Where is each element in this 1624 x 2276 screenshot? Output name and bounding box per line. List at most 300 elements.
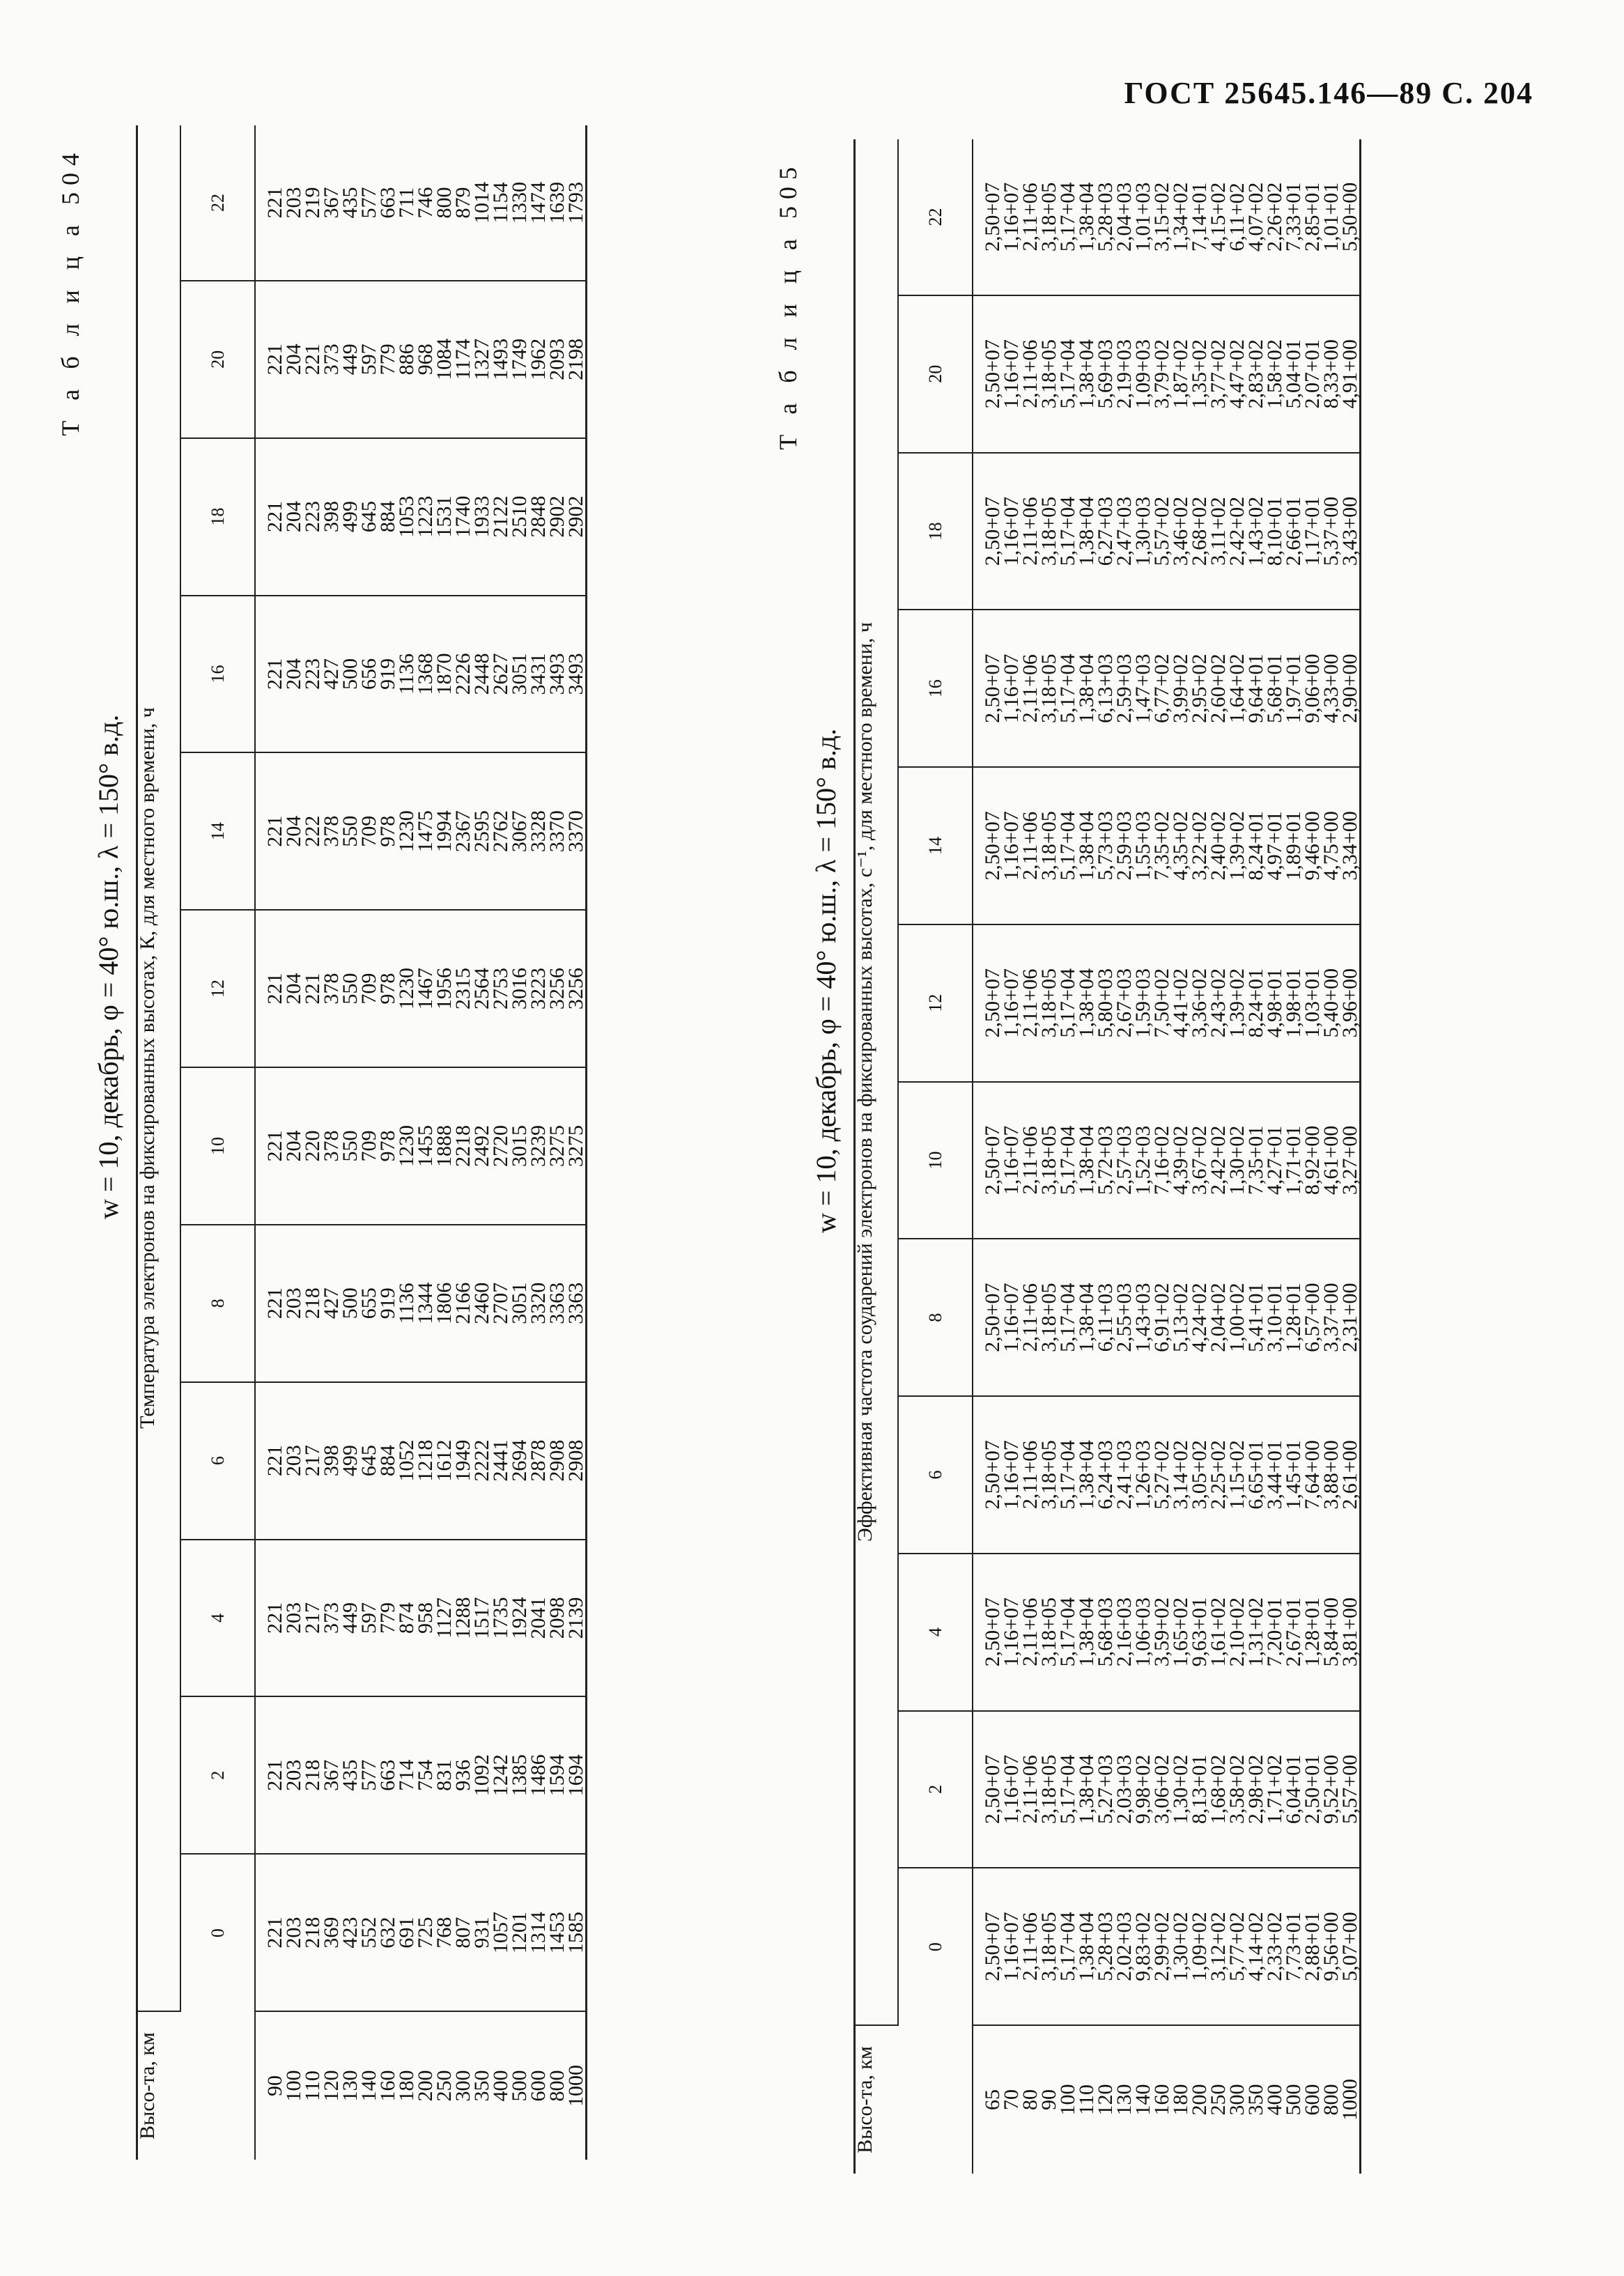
table-cell: 2564 bbox=[470, 968, 493, 1010]
table-cell: 1,16+07 bbox=[1000, 1912, 1023, 1981]
table-cell: 4,47+02 bbox=[1225, 339, 1248, 409]
table-cell: 1,39+02 bbox=[1225, 968, 1248, 1038]
table-cell: 3,22+02 bbox=[1188, 811, 1211, 881]
table-cell: 2,11+06 bbox=[1019, 339, 1042, 408]
table-cell: 3015 bbox=[508, 1124, 531, 1167]
table-cell: 2,11+06 bbox=[1019, 497, 1042, 566]
table-cell: 367 bbox=[320, 1759, 343, 1791]
table-cell: 5,50+00 bbox=[1338, 182, 1361, 252]
height-value: 140 bbox=[1131, 2084, 1154, 2116]
table-cell: 3275 bbox=[564, 1124, 587, 1167]
table-cell: 1531 bbox=[433, 495, 456, 538]
table-505-title: w = 10, декабрь, φ = 40° ю.ш., λ = 150° в.д. bbox=[810, 728, 842, 1233]
table-cell: 2,50+01 bbox=[1301, 1754, 1324, 1825]
table-cell: 7,16+02 bbox=[1150, 1125, 1173, 1195]
table-cell: 1594 bbox=[546, 1754, 569, 1797]
table-cell: 2,03+03 bbox=[1113, 1754, 1136, 1825]
table-cell: 9,64+01 bbox=[1244, 653, 1267, 723]
table-cell: 3,67+02 bbox=[1188, 1125, 1211, 1195]
table-cell: 1453 bbox=[546, 1912, 569, 1954]
table-cell: 3,18+05 bbox=[1037, 1912, 1060, 1981]
table-cell: 1,16+07 bbox=[1000, 1597, 1023, 1667]
table-cell: 218 bbox=[301, 1759, 324, 1791]
table-cell: 1,17+01 bbox=[1301, 496, 1324, 566]
table-cell: 1,38+04 bbox=[1075, 339, 1098, 409]
table-cell: 2,11+06 bbox=[1019, 1912, 1042, 1981]
table-cell: 7,35+01 bbox=[1244, 1125, 1267, 1195]
hour-column bbox=[255, 1225, 587, 1382]
table-cell: 2,50+07 bbox=[981, 496, 1004, 566]
height-value: 120 bbox=[320, 2070, 343, 2102]
height-column-header: Высо-та, км bbox=[855, 2025, 973, 2174]
table-cell: 2,50+07 bbox=[981, 811, 1004, 881]
table-cell: 1,16+07 bbox=[1000, 182, 1023, 252]
table-cell: 6,24+03 bbox=[1094, 1440, 1117, 1510]
table-cell: 3,05+02 bbox=[1188, 1440, 1211, 1510]
table-cell: 1467 bbox=[414, 968, 437, 1010]
table-cell: 7,20+01 bbox=[1263, 1597, 1286, 1667]
table-cell: 223 bbox=[301, 658, 324, 690]
table-cell: 2,40+02 bbox=[1207, 811, 1230, 881]
table-cell: 1,89+01 bbox=[1282, 811, 1305, 881]
table-cell: 711 bbox=[395, 187, 418, 218]
height-value: 1000 bbox=[1338, 2079, 1361, 2121]
table-cell: 2,11+06 bbox=[1019, 1597, 1042, 1666]
table-cell: 2,66+01 bbox=[1282, 496, 1305, 566]
table-cell: 3,58+02 bbox=[1225, 1754, 1248, 1825]
hour-header: 2 bbox=[180, 1696, 255, 1854]
table-cell: 3051 bbox=[508, 653, 531, 695]
table-cell: 5,17+04 bbox=[1056, 1283, 1079, 1352]
height-column-header: Высо-та, км bbox=[137, 2011, 256, 2160]
table-cell: 500 bbox=[339, 1287, 362, 1319]
table-cell: 9,46+00 bbox=[1301, 811, 1324, 881]
table-cell: 1,16+07 bbox=[1000, 1283, 1023, 1352]
table-cell: 2,33+02 bbox=[1263, 1912, 1286, 1981]
table-cell: 5,57+02 bbox=[1150, 496, 1173, 566]
table-cell: 8,92+00 bbox=[1301, 1125, 1324, 1195]
table-cell: 1052 bbox=[395, 1439, 418, 1482]
hour-column bbox=[255, 1067, 587, 1225]
height-value: 65 bbox=[981, 2089, 1004, 2110]
table-cell: 2720 bbox=[489, 1124, 512, 1167]
table-cell: 1174 bbox=[451, 339, 474, 380]
table-cell: 373 bbox=[320, 1602, 343, 1634]
table-cell: 6,91+02 bbox=[1150, 1283, 1173, 1352]
table-cell: 1,45+01 bbox=[1282, 1440, 1305, 1510]
table-cell: 1,31+02 bbox=[1244, 1597, 1267, 1667]
table-cell: 2,11+06 bbox=[1019, 1126, 1042, 1195]
table-504-label: Т а б л и ц а 504 bbox=[56, 146, 84, 436]
table-cell: 800 bbox=[433, 187, 456, 219]
table-cell: 1924 bbox=[508, 1597, 531, 1639]
table-cell: 1230 bbox=[395, 968, 418, 1010]
table-cell: 3,18+05 bbox=[1037, 811, 1060, 881]
table-cell: 2460 bbox=[470, 1282, 493, 1324]
table-cell: 1,71+01 bbox=[1282, 1125, 1305, 1195]
table-cell: 2122 bbox=[489, 495, 512, 538]
table-cell: 221 bbox=[263, 1445, 286, 1477]
table-cell: 6,57+00 bbox=[1301, 1283, 1324, 1352]
table-cell: 5,17+04 bbox=[1056, 496, 1079, 566]
table-cell: 2,67+03 bbox=[1113, 968, 1136, 1038]
table-cell: 1344 bbox=[414, 1282, 437, 1324]
table-cell: 1517 bbox=[470, 1597, 493, 1639]
table-cell: 779 bbox=[376, 1602, 399, 1634]
table-cell: 2,47+03 bbox=[1113, 496, 1136, 566]
table-cell: 4,14+02 bbox=[1244, 1912, 1267, 1981]
table-cell: 552 bbox=[357, 1917, 380, 1949]
table-cell: 5,57+00 bbox=[1338, 1754, 1361, 1825]
table-cell: 449 bbox=[339, 343, 362, 376]
table-cell: 5,80+03 bbox=[1094, 968, 1117, 1038]
table-cell: 221 bbox=[263, 815, 286, 847]
table-cell: 221 bbox=[263, 187, 286, 219]
table-cell: 1486 bbox=[527, 1754, 550, 1797]
table-cell: 1474 bbox=[527, 181, 550, 224]
table-cell: 2,07+01 bbox=[1301, 339, 1324, 409]
table-cell: 2,50+07 bbox=[981, 1440, 1004, 1510]
table-cell: 1,55+03 bbox=[1131, 811, 1154, 881]
table-cell: 1154 bbox=[489, 182, 512, 224]
table-cell: 968 bbox=[414, 343, 437, 376]
table-cell: 978 bbox=[376, 973, 399, 1005]
hour-column bbox=[973, 139, 1361, 295]
table-cell: 663 bbox=[376, 1759, 399, 1791]
table-cell: 435 bbox=[339, 187, 362, 219]
table-cell: 1092 bbox=[470, 1754, 493, 1797]
height-value: 110 bbox=[301, 2070, 324, 2101]
table-cell: 746 bbox=[414, 187, 437, 219]
table-cell: 2,42+02 bbox=[1225, 496, 1248, 566]
table-cell: 2908 bbox=[546, 1439, 569, 1482]
table-504-title: w = 10, декабрь, φ = 40° ю.ш., λ = 150° в.д. bbox=[93, 714, 124, 1219]
height-value: 250 bbox=[433, 2070, 456, 2102]
hour-column bbox=[255, 1854, 587, 2011]
table-cell: 5,84+00 bbox=[1320, 1597, 1343, 1667]
table-cell: 423 bbox=[339, 1917, 362, 1949]
table-cell: 5,17+04 bbox=[1056, 1912, 1079, 1981]
table-cell: 879 bbox=[451, 187, 474, 219]
table-cell: 1,38+04 bbox=[1075, 1597, 1098, 1667]
table-cell: 958 bbox=[414, 1602, 437, 1634]
table-cell: 779 bbox=[376, 343, 399, 376]
table-cell: 5,17+04 bbox=[1056, 1597, 1079, 1667]
table-cell: 3,15+02 bbox=[1150, 182, 1173, 252]
height-value: 600 bbox=[1301, 2084, 1324, 2116]
table-cell: 5,13+02 bbox=[1169, 1283, 1192, 1352]
hour-header: 12 bbox=[898, 924, 973, 1082]
table-cell: 931 bbox=[470, 1917, 493, 1949]
hour-column bbox=[255, 281, 587, 438]
table-cell: 1,38+04 bbox=[1075, 1754, 1098, 1825]
table-cell: 3,36+02 bbox=[1188, 968, 1211, 1038]
hour-column bbox=[255, 438, 587, 596]
table-cell: 1933 bbox=[470, 495, 493, 538]
table-cell: 1,30+02 bbox=[1169, 1912, 1192, 1981]
table-cell: 204 bbox=[282, 343, 305, 376]
table-cell: 218 bbox=[301, 1287, 324, 1319]
table-cell: 2,04+03 bbox=[1113, 182, 1136, 252]
table-cell: 3,18+05 bbox=[1037, 653, 1060, 723]
table-cell: 9,52+00 bbox=[1320, 1754, 1343, 1825]
table-cell: 2595 bbox=[470, 810, 493, 853]
table-cell: 3363 bbox=[564, 1282, 587, 1324]
table-cell: 884 bbox=[376, 1445, 399, 1477]
table-cell: 5,68+03 bbox=[1094, 1597, 1117, 1667]
table-cell: 2139 bbox=[564, 1597, 587, 1639]
table-cell: 1,38+04 bbox=[1075, 1440, 1098, 1510]
table-cell: 2,11+06 bbox=[1019, 1283, 1042, 1352]
table-cell: 6,27+03 bbox=[1094, 496, 1117, 566]
table-cell: 3,11+02 bbox=[1207, 497, 1230, 566]
hour-column bbox=[255, 910, 587, 1067]
hour-column bbox=[973, 924, 1361, 1082]
table-cell: 1,61+02 bbox=[1207, 1597, 1230, 1667]
height-value: 140 bbox=[357, 2070, 380, 2102]
table-cell: 6,11+02 bbox=[1225, 183, 1248, 251]
table-cell: 1585 bbox=[564, 1912, 587, 1954]
table-cell: 9,83+02 bbox=[1131, 1912, 1154, 1981]
table-cell: 1057 bbox=[489, 1912, 512, 1954]
table-cell: 3320 bbox=[527, 1282, 550, 1324]
table-cell: 2,59+03 bbox=[1113, 653, 1136, 723]
table-cell: 2,57+03 bbox=[1113, 1125, 1136, 1195]
table-cell: 725 bbox=[414, 1917, 437, 1949]
table-cell: 1994 bbox=[433, 810, 456, 853]
table-cell: 499 bbox=[339, 1445, 362, 1477]
table-cell: 1084 bbox=[433, 338, 456, 380]
table-cell: 1,16+07 bbox=[1000, 1440, 1023, 1510]
table-cell: 2,50+07 bbox=[981, 182, 1004, 252]
table-cell: 3,18+05 bbox=[1037, 182, 1060, 252]
hour-header: 8 bbox=[898, 1239, 973, 1396]
table-cell: 1314 bbox=[527, 1912, 550, 1954]
table-cell: 577 bbox=[357, 1759, 380, 1791]
table-cell: 3256 bbox=[546, 968, 569, 1010]
table-cell: 1740 bbox=[451, 495, 474, 538]
table-cell: 886 bbox=[395, 343, 418, 376]
table-cell: 2,04+02 bbox=[1207, 1283, 1230, 1352]
table-cell: 3,18+05 bbox=[1037, 496, 1060, 566]
hour-column bbox=[255, 125, 587, 281]
table-cell: 9,63+01 bbox=[1188, 1597, 1211, 1667]
table-cell: 936 bbox=[451, 1759, 474, 1791]
height-value: 1000 bbox=[564, 2065, 587, 2107]
hour-header: 18 bbox=[898, 453, 973, 610]
table-cell: 7,64+00 bbox=[1301, 1440, 1324, 1510]
table-cell: 2762 bbox=[489, 810, 512, 853]
table-cell: 2,10+02 bbox=[1225, 1597, 1248, 1667]
table-cell: 1127 bbox=[433, 1597, 456, 1639]
table-cell: 1962 bbox=[527, 338, 550, 380]
table-cell: 2,31+00 bbox=[1338, 1283, 1361, 1352]
table-cell: 500 bbox=[339, 658, 362, 690]
table-cell: 2,55+03 bbox=[1113, 1283, 1136, 1352]
hour-header-row bbox=[898, 139, 973, 2174]
table-cell: 1,38+04 bbox=[1075, 496, 1098, 566]
table-cell: 2,50+07 bbox=[981, 1597, 1004, 1667]
table-cell: 2707 bbox=[489, 1282, 512, 1324]
table-cell: 8,13+01 bbox=[1188, 1754, 1211, 1825]
table-cell: 3051 bbox=[508, 1282, 531, 1324]
table-cell: 2,42+02 bbox=[1207, 1125, 1230, 1195]
table-cell: 1,43+03 bbox=[1131, 1283, 1154, 1352]
table-cell: 3,43+00 bbox=[1338, 496, 1361, 566]
table-cell: 1,38+04 bbox=[1075, 182, 1098, 252]
table-cell: 4,35+02 bbox=[1169, 811, 1192, 881]
table-cell: 369 bbox=[320, 1917, 343, 1949]
table-cell: 550 bbox=[339, 973, 362, 1005]
table-cell: 2627 bbox=[489, 653, 512, 695]
table-cell: 2,25+02 bbox=[1207, 1440, 1230, 1510]
table-cell: 203 bbox=[282, 1602, 305, 1634]
table-504-panel bbox=[56, 125, 683, 2160]
table-cell: 3,06+02 bbox=[1150, 1754, 1173, 1825]
table-cell: 1888 bbox=[433, 1124, 456, 1167]
table-cell: 4,33+00 bbox=[1320, 653, 1343, 723]
table-cell: 223 bbox=[301, 501, 324, 533]
table-cell: 1,16+07 bbox=[1000, 1754, 1023, 1825]
table-cell: 203 bbox=[282, 1287, 305, 1319]
table-cell: 6,65+01 bbox=[1244, 1440, 1267, 1510]
table-cell: 1,09+02 bbox=[1188, 1912, 1211, 1981]
height-value: 100 bbox=[282, 2070, 305, 2102]
table-cell: 2,99+02 bbox=[1150, 1912, 1173, 1981]
table-cell: 1455 bbox=[414, 1124, 437, 1167]
table-cell: 1793 bbox=[564, 181, 587, 224]
table-cell: 632 bbox=[376, 1917, 399, 1949]
height-value: 300 bbox=[451, 2070, 474, 2102]
height-value: 70 bbox=[1000, 2089, 1023, 2110]
table-cell: 3,99+02 bbox=[1169, 653, 1192, 723]
table-cell: 398 bbox=[320, 1445, 343, 1477]
hour-column bbox=[255, 752, 587, 910]
table-cell: 378 bbox=[320, 1130, 343, 1162]
table-cell: 550 bbox=[339, 815, 362, 847]
table-cell: 5,41+01 bbox=[1244, 1283, 1267, 1352]
table-cell: 1870 bbox=[433, 653, 456, 695]
hour-header: 4 bbox=[898, 1554, 973, 1711]
table-cell: 1612 bbox=[433, 1439, 456, 1482]
table-cell: 2,11+06 bbox=[1019, 654, 1042, 723]
table-cell: 1475 bbox=[414, 810, 437, 853]
height-value: 500 bbox=[508, 2070, 531, 2102]
table-cell: 2,88+01 bbox=[1301, 1912, 1324, 1981]
hour-column bbox=[973, 1868, 1361, 2025]
table-cell: 6,11+03 bbox=[1094, 1283, 1117, 1352]
table-cell: 203 bbox=[282, 1759, 305, 1791]
table-cell: 714 bbox=[395, 1759, 418, 1791]
table-cell: 2198 bbox=[564, 338, 587, 380]
table-cell: 3,18+05 bbox=[1037, 1597, 1060, 1667]
table-cell: 2902 bbox=[546, 495, 569, 538]
table-cell: 5,69+03 bbox=[1094, 339, 1117, 409]
table-cell: 2,16+03 bbox=[1113, 1597, 1136, 1667]
table-cell: 7,73+01 bbox=[1282, 1912, 1305, 1981]
table-cell: 3,44+01 bbox=[1263, 1440, 1286, 1510]
table-cell: 3,18+05 bbox=[1037, 1125, 1060, 1195]
table-cell: 2,60+02 bbox=[1207, 653, 1230, 723]
table-cell: 7,50+02 bbox=[1150, 968, 1173, 1038]
table-cell: 709 bbox=[357, 1130, 380, 1162]
hour-header: 20 bbox=[898, 295, 973, 453]
table-cell: 203 bbox=[282, 1445, 305, 1477]
table-cell: 3067 bbox=[508, 810, 531, 853]
table-504 bbox=[136, 125, 587, 2160]
table-cell: 4,39+02 bbox=[1169, 1125, 1192, 1195]
table-cell: 7,14+01 bbox=[1188, 182, 1211, 252]
table-cell: 373 bbox=[320, 343, 343, 376]
table-cell: 1288 bbox=[451, 1597, 474, 1639]
height-value: 80 bbox=[1019, 2089, 1042, 2110]
table-cell: 2,19+03 bbox=[1113, 339, 1136, 409]
table-cell: 1,38+04 bbox=[1075, 1912, 1098, 1981]
table-cell: 2,50+07 bbox=[981, 653, 1004, 723]
table-cell: 221 bbox=[263, 501, 286, 533]
table-cell: 6,13+03 bbox=[1094, 653, 1117, 723]
table-cell: 4,24+02 bbox=[1188, 1283, 1211, 1352]
table-cell: 2492 bbox=[470, 1124, 493, 1167]
table-cell: 2,11+06 bbox=[1019, 811, 1042, 881]
hour-header: 14 bbox=[180, 752, 255, 910]
table-cell: 204 bbox=[282, 973, 305, 1005]
table-cell: 1,65+02 bbox=[1169, 1597, 1192, 1667]
table-cell: 2,11+06 bbox=[1019, 1440, 1042, 1510]
table-cell: 1,71+02 bbox=[1263, 1754, 1286, 1825]
table-cell: 3370 bbox=[546, 810, 569, 853]
table-cell: 1242 bbox=[489, 1754, 512, 1797]
table-cell: 1,52+03 bbox=[1131, 1125, 1154, 1195]
table-cell: 807 bbox=[451, 1917, 474, 1949]
table-cell: 1,28+01 bbox=[1282, 1283, 1305, 1352]
table-cell: 3,18+05 bbox=[1037, 1283, 1060, 1352]
hour-header: 16 bbox=[898, 610, 973, 767]
table-cell: 2,43+02 bbox=[1207, 968, 1230, 1038]
height-value: 200 bbox=[414, 2070, 437, 2102]
hour-column bbox=[973, 1082, 1361, 1239]
table-cell: 204 bbox=[282, 1130, 305, 1162]
table-cell: 2,50+07 bbox=[981, 1912, 1004, 1981]
table-cell: 2367 bbox=[451, 810, 474, 853]
table-cell: 1,26+03 bbox=[1131, 1440, 1154, 1510]
table-cell: 2,50+07 bbox=[981, 339, 1004, 409]
table-cell: 8,24+01 bbox=[1244, 811, 1267, 881]
hour-header: 4 bbox=[180, 1540, 255, 1697]
table-cell: 1,28+01 bbox=[1301, 1597, 1324, 1667]
group-header: Температура электронов на фиксированных высотах, К, для местного времени, ч bbox=[137, 125, 181, 2011]
height-value: 90 bbox=[1037, 2089, 1060, 2110]
table-cell: 1,00+02 bbox=[1225, 1283, 1248, 1352]
table-cell: 2,90+00 bbox=[1338, 653, 1361, 723]
table-cell: 2093 bbox=[546, 338, 569, 380]
table-cell: 2,61+00 bbox=[1338, 1440, 1361, 1510]
table-cell: 1,38+04 bbox=[1075, 811, 1098, 881]
table-cell: 4,07+02 bbox=[1244, 182, 1267, 252]
hour-column bbox=[973, 1711, 1361, 1868]
table-cell: 5,07+00 bbox=[1338, 1912, 1361, 1981]
table-cell: 5,27+03 bbox=[1094, 1754, 1117, 1825]
table-body-row bbox=[255, 125, 587, 2160]
hour-column bbox=[255, 1382, 587, 1540]
table-cell: 1,30+02 bbox=[1169, 1754, 1192, 1825]
table-cell: 3,14+02 bbox=[1169, 1440, 1192, 1510]
hour-header: 16 bbox=[180, 596, 255, 753]
table-cell: 656 bbox=[357, 658, 380, 690]
height-value: 250 bbox=[1207, 2084, 1230, 2116]
table-cell: 1,01+03 bbox=[1131, 182, 1154, 252]
height-value: 800 bbox=[1320, 2084, 1343, 2116]
